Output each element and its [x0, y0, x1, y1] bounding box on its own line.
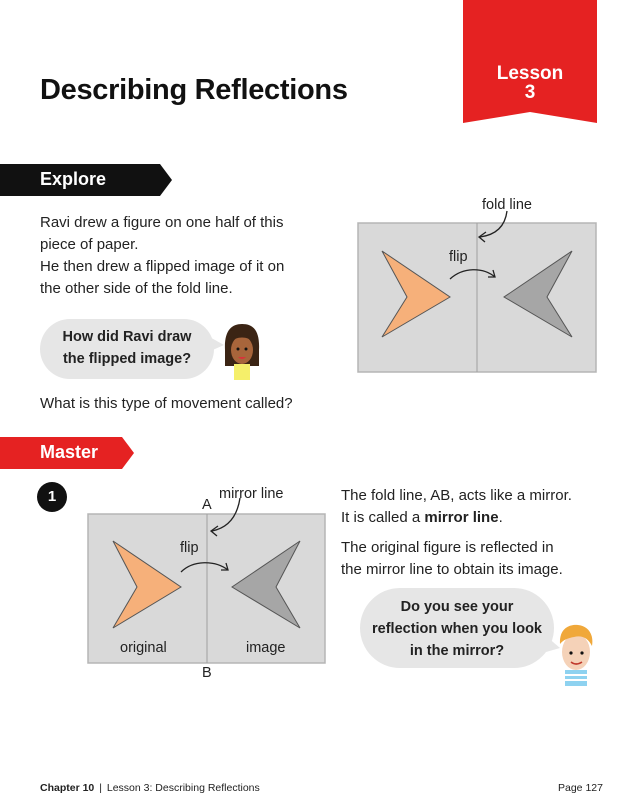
point-b-label: B: [202, 665, 212, 681]
explore-paragraph: [40, 212, 340, 300]
footer-lesson: Lesson 3: Describing Reflections: [106, 782, 260, 794]
footer-divider: |: [99, 782, 102, 794]
master-flip-label: flip: [180, 540, 199, 556]
mirror-line-label: mirror line: [219, 486, 284, 502]
master-heading-tab: [0, 437, 134, 469]
lesson-label-group: [463, 64, 597, 102]
master-bubble-line-1: Do you see your: [400, 599, 514, 615]
footer-chapter: Chapter 10: [40, 782, 95, 794]
explore-fold-diagram: [355, 193, 600, 375]
page-title: Describing Reflections: [40, 74, 348, 106]
explore-heading-tab: [0, 164, 172, 196]
original-label: original: [120, 640, 167, 656]
master-para2-line-1: The original figure is reflected in: [341, 539, 554, 556]
master-heading: Master: [40, 442, 99, 462]
footer-breadcrumb: [40, 782, 260, 794]
lesson-banner: [463, 0, 597, 123]
point-a-label: A: [202, 497, 212, 513]
explore-question: What is this type of movement called?: [40, 395, 293, 412]
lesson-banner-shape: [463, 0, 597, 123]
master-bubble-line-2: reflection when you look: [372, 621, 542, 637]
mirror-line-term: mirror line: [424, 509, 499, 526]
master-para1-line-2: It is called a mirror line.: [341, 509, 503, 526]
master-para1-line-1: The fold line, AB, acts like a mirror.: [341, 487, 572, 504]
explore-heading: Explore: [40, 169, 107, 189]
explore-line-2: piece of paper.: [40, 236, 139, 253]
boy-avatar: [554, 622, 598, 686]
master-para2-line-2: the mirror line to obtain its image.: [341, 561, 563, 578]
image-label: image: [246, 640, 286, 656]
girl-avatar: [222, 322, 262, 380]
master-paragraph-2: [341, 537, 621, 581]
explore-line-3: He then drew a flipped image of it on: [40, 258, 285, 275]
explore-flip-label: flip: [449, 249, 468, 265]
explore-bubble-line-2: the flipped image?: [62, 351, 192, 367]
lesson-label: Lesson: [496, 63, 564, 84]
master-paragraph-1: [341, 485, 621, 529]
master-speech-bubble: [360, 588, 554, 668]
explore-line-1: Ravi drew a figure on one half of this: [40, 214, 284, 231]
fold-line-label: fold line: [482, 197, 532, 213]
explore-line-4: the other side of the fold line.: [40, 280, 233, 297]
item-number-badge: 1: [37, 482, 67, 512]
master-mirror-diagram: [85, 488, 330, 688]
master-bubble-line-3: in the mirror?: [409, 643, 505, 659]
explore-bubble-line-1: How did Ravi draw: [62, 329, 192, 345]
lesson-number: 3: [524, 82, 536, 103]
explore-speech-bubble: [40, 319, 214, 379]
page-number: Page 127: [558, 782, 603, 794]
